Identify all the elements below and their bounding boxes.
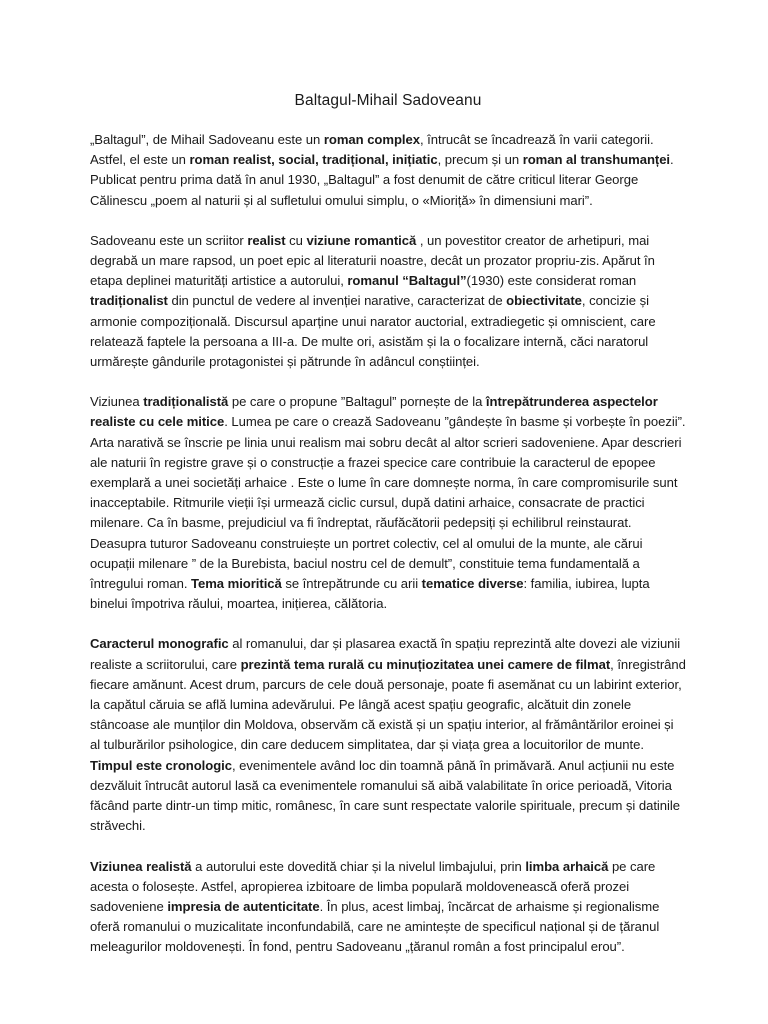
bold-text-run: Caracterul monografic <box>90 636 229 652</box>
text-run: , evenimentele având loc din toamnă până în primăvară. Anul acțiunii nu este dezvăluit întrucât autorul lasă ca evenimentele romanului să aibă valabilitate în orice perioadă, Vitoria făcând parte dintr-un timp mitic, românesc, în care sunt respectate valorile spirituale, precum și datinile străvechi. <box>90 757 680 834</box>
bold-text-run: întrepătrunderea aspectelor realiste cu cele mitice <box>90 394 658 430</box>
text-run: Sadoveanu este un scriitor <box>90 232 248 248</box>
text-run: , un povestitor creator de arhetipuri, mai degrabă un mare rapsod, un poet epic al literaturii noastre, decât un prozator propriu-zis. Apărut în etapa deplinei maturități artistice a autorului, <box>90 232 655 289</box>
bold-text-run: tematice diverse <box>421 576 524 592</box>
paragraph <box>90 857 686 958</box>
text-run: . În plus, acest limbaj, încărcat de arhaisme și regionalisme oferă romanului o muzicalitate inconfundabilă, care ne amintește de specificul național și de țăranul meleagurilor moldovenești. În fond, pentru Sadoveanu „țăranul român a fost principalul erou”. <box>90 898 660 955</box>
text-run: se întrepătrunde cu arii <box>281 576 422 592</box>
document-title: Baltagul-Mihail Sadoveanu <box>294 92 482 109</box>
text-run: pe care o propune ”Baltagul” pornește de la <box>228 394 486 410</box>
bold-text-run: impresia de autenticitate <box>167 898 320 914</box>
text-run: Viziunea <box>90 394 144 410</box>
text-run: (1930) este considerat roman <box>466 273 637 289</box>
text-run: pe care acesta o folosește. Astfel, apropierea izbitoare de limba populară moldovenească oferă prozei sadoveniene <box>90 858 656 914</box>
text-run: , întrucât se încadrează în varii categorii. Astfel, el este un <box>90 132 654 168</box>
paragraph <box>90 634 686 836</box>
bold-text-run: tradiționalistă <box>143 394 229 410</box>
bold-text-run: romanul “Baltagul” <box>347 273 467 289</box>
text-run: cu <box>285 232 307 248</box>
text-run: . Lumea pe care o crează Sadoveanu ”gândește în basme și vorbește în poezii”. Arta narativă se înscrie pe linia unui realism mai sobru decât al altor scrieri sadoveniene. Apar descrieri ale naturii în registre grave și o construcție a frazei specice care contribuie la caracterul de epopee exemplară a unei societăți arhaice . Este o lume în care domnește norma, în care compromisurile sunt inacceptabile. Ritmurile vieții își urmează ciclic cursul, după datini arhaice, consacrate de practici milenare. Ca în basme, prejudiciul va fi îndreptat, răufăcătorii pedepsiți și echilibrul reinstaurat. Deasupra tuturor Sadoveanu construiește un portret colectiv, cel al omului de la munte, ale cărui ocupații milenare ” de la Burebista, baciul nostru cel de demult”, constituie tema fundamentală a întregului roman. <box>90 414 686 592</box>
text-run: : familia, iubirea, lupta binelui împotriva răului, moartea, inițierea, călătoria. <box>90 576 650 612</box>
text-run: , concizie și armonie compozițională. Discursul aparține unui narator auctorial, extradiegetic și omniscient, care relatează faptele la persoana a III-a. De multe ori, asistăm și la o focalizare internă, căci naratorul urmărește gândurile protagonistei și pătrunde în adâncul conștiinței. <box>90 293 656 370</box>
bold-text-run: prezintă tema rurală cu minuțiozitatea unei camere de filmat <box>240 656 611 672</box>
text-run: din punctul de vedere al invenției narative, caracterizat de <box>167 293 507 309</box>
bold-text-run: viziune romantică <box>306 232 417 248</box>
bold-text-run: limba arhaică <box>525 858 609 874</box>
paragraph <box>90 392 686 614</box>
paragraph <box>90 130 686 211</box>
bold-text-run: Tema mioritică <box>191 576 282 592</box>
text-run: „Baltagul”, de Mihail Sadoveanu este un <box>90 132 324 147</box>
text-run: al romanului, dar și plasarea exactă în spațiu reprezintă alte dovezi ale viziunii realiste a scriitorului, care <box>90 636 681 672</box>
bold-text-run: Viziunea realistă <box>90 858 192 874</box>
bold-text-run: roman al transhumanței <box>522 152 671 168</box>
text-run: , înregistrând fiecare amănunt. Acest drum, parcurs de cele două personaje, poate fi asemănat cu un labirint exterior, la capătul căruia se află lumina adevărului. Pe lângă acest spațiu geografic, alcătuit din zonele stâncoase ale munților din Moldova, observăm că există și un spațiu interior, al frământărilor eroinei și al tulburărilor psihologice, din care deducem simplitatea, dar și viața grea a locuitorilor de munte. <box>90 656 686 753</box>
paragraph <box>90 231 686 372</box>
bold-text-run: roman complex <box>323 132 420 147</box>
bold-text-run: roman realist, social, tradițional, inițiatic <box>189 152 438 168</box>
bold-text-run: Timpul este cronologic <box>90 757 232 773</box>
text-run: . Publicat pentru prima dată în anul 1930, „Baltagul” a fost denumit de către criticul literar George Călinescu „poem al naturii și al sufletului omului simplu, o «Mioriță» în dimensiuni mari”. <box>90 152 674 208</box>
bold-text-run: tradiționalist <box>90 293 168 309</box>
document-body <box>90 130 686 958</box>
bold-text-run: realist <box>247 232 286 248</box>
text-run: a autorului este dovedită chiar și la nivelul limbajului, prin <box>191 858 526 874</box>
text-run: , precum și un <box>437 152 523 168</box>
bold-text-run: obiectivitate <box>506 293 582 309</box>
